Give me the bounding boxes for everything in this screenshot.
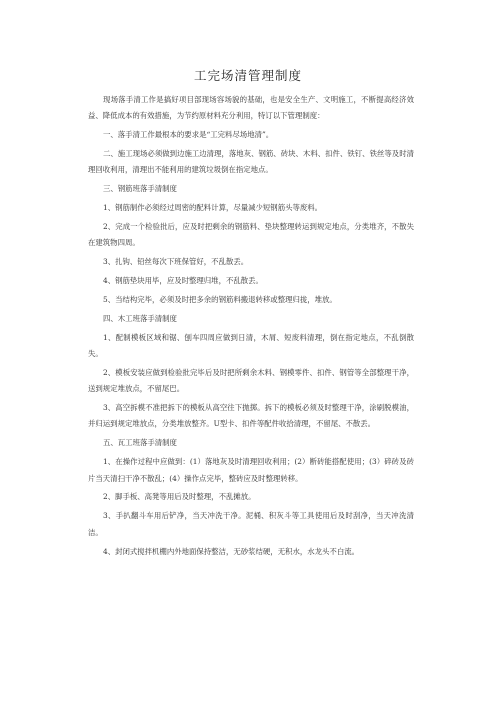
document-title: 工完场清管理制度 [193,68,302,83]
document-body [88,92,414,560]
masonry-item-2: 2、脚手板、高凳等用后及时整理，不乱摊放。 [103,492,256,502]
carpentry-item-2: 2、模板安装应做到检验批完毕后及时把所剩余木料、钢模零件、扣件、钢管等全部整理干净，送到规定堆放点，不留尾巴。 [88,367,414,394]
rebar-item-4: 4、钢筋垫块用毕，应及时整理归堆，不乱散丢。 [103,276,263,286]
rebar-item-5: 5、当结构完毕，必须及时把多余的钢筋料搬退转移或整理归拢，堆放。 [103,295,337,305]
section-3-heading: 三、钢筋班落手清制度 [103,184,177,194]
masonry-item-4: 4、封闭式搅拌机棚内外地面保持整洁，无砂浆结硬，无积水，水龙头不白流。 [103,546,359,556]
section-5-heading: 五、瓦工班落手清制度 [103,438,177,448]
rebar-item-2: 2、完成一个检验批后，应及时把剩余的钢筋料、垫块整理转运到规定地点，分类堆齐，不散失在建筑物四周。 [88,222,414,248]
rebar-item-3: 3、扎钩、铅丝每次下班保管好，不乱散丢。 [103,257,249,267]
carpentry-item-1: 1、配制模板区域和锯、刨车四周应做到日清，木屑、短废料清理，倒在指定地点，不乱倒散失。 [88,332,414,359]
section-2-paragraph: 二、施工现场必须做到边施工边清理，落地灰、钢筋、砖块、木料、扣件、铁钉、铁丝等及时清理回收利用，清理出不能利用的建筑垃圾倒在指定地点。 [88,149,414,175]
section-4-heading: 四、木工班落手清制度 [103,313,177,323]
masonry-item-3: 3、手扒翻斗车用后铲净，当天冲洗干净。泥桶、积灰斗等工具使用后及时刮净，当天冲洗清洁。 [88,511,414,537]
section-1-paragraph: 一、落手清工作最根本的要求是“工完料尽场地清”。 [103,130,274,140]
intro-paragraph: 现场落手清工作是搞好项目部现场容场貌的基础，也是安全生产、文明施工，不断提高经济效益、降低成本的有效措施，为节约原材料充分利用，特订以下管理制度： [88,95,414,121]
rebar-item-1: 1、钢筋制作必须经过周密的配料计算，尽量减少短钢筋头等废料。 [103,203,323,213]
masonry-item-1: 1、在操作过程中应做到：(1）落地灰及时清理回收利用；(2）断砖能搭配使用；(3）碎砖及砖片当天清扫干净不散乱；(4）操作点完毕，整砖应及时整理转移。 [88,457,414,483]
carpentry-item-3: 3、高空拆模不准把拆下的模板从高空往下抛掷。拆下的模板必须及时整理干净，涂刷脱模油，并归运到规定堆放点，分类堆放整齐。U型卡、扣件等配件收拾清理，不留尾、不散丢。 [88,403,414,429]
